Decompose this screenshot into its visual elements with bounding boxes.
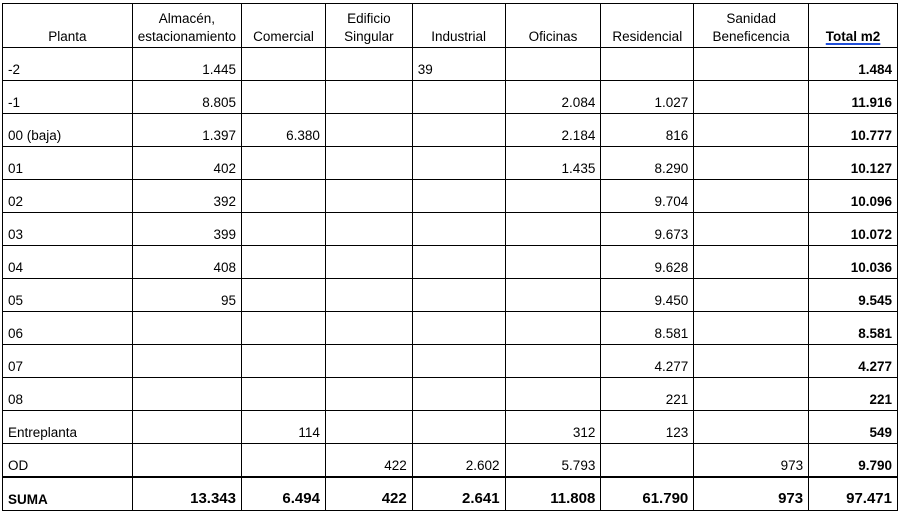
cell-planta: 08: [3, 378, 133, 411]
cell-sanidad: 973: [694, 444, 809, 478]
cell-planta: -1: [3, 81, 133, 114]
cell-planta: OD: [3, 444, 133, 478]
cell-total: 10.096: [809, 180, 898, 213]
cell-almacen: 399: [132, 213, 241, 246]
sum-cell-industrial: 2.641: [412, 477, 505, 511]
sum-cell-oficinas: 11.808: [505, 477, 601, 511]
cell-residencial: 8.581: [601, 312, 694, 345]
cell-singular: [325, 345, 412, 378]
cell-almacen: [132, 411, 241, 444]
cell-singular: [325, 81, 412, 114]
cell-industrial: 2.602: [412, 444, 505, 478]
cell-oficinas: 5.793: [505, 444, 601, 478]
header-total-m2: Total m2: [809, 4, 898, 48]
cell-singular: [325, 213, 412, 246]
cell-industrial: [412, 246, 505, 279]
cell-industrial: 39: [412, 48, 505, 81]
cell-sanidad: [694, 345, 809, 378]
cell-sanidad: [694, 246, 809, 279]
cell-residencial: 221: [601, 378, 694, 411]
sum-row: [3, 477, 898, 511]
header-comercial: Comercial: [242, 4, 326, 48]
cell-sanidad: [694, 180, 809, 213]
sum-cell-almacen: 13.343: [132, 477, 241, 511]
cell-residencial: 1.027: [601, 81, 694, 114]
cell-singular: [325, 378, 412, 411]
cell-total: 8.581: [809, 312, 898, 345]
table-row: [3, 345, 898, 378]
cell-sanidad: [694, 378, 809, 411]
cell-comercial: [242, 147, 326, 180]
cell-almacen: 1.445: [132, 48, 241, 81]
cell-comercial: [242, 444, 326, 478]
cell-almacen: [132, 378, 241, 411]
sum-cell-residencial: 61.790: [601, 477, 694, 511]
cell-total: 549: [809, 411, 898, 444]
table-row: [3, 114, 898, 147]
header-almacen: Almacén, estacionamiento: [132, 4, 241, 48]
header-row: [3, 4, 898, 48]
table-body: [3, 48, 898, 511]
cell-industrial: [412, 147, 505, 180]
header-sanidad-beneficencia: Sanidad Beneficencia: [694, 4, 809, 48]
table-row: [3, 246, 898, 279]
table-row: [3, 378, 898, 411]
cell-planta: -2: [3, 48, 133, 81]
cell-total: 10.036: [809, 246, 898, 279]
cell-almacen: [132, 345, 241, 378]
cell-residencial: 816: [601, 114, 694, 147]
cell-total: 10.777: [809, 114, 898, 147]
cell-almacen: 8.805: [132, 81, 241, 114]
cell-singular: [325, 312, 412, 345]
cell-almacen: 1.397: [132, 114, 241, 147]
cell-residencial: 9.673: [601, 213, 694, 246]
cell-comercial: 114: [242, 411, 326, 444]
cell-almacen: 402: [132, 147, 241, 180]
table-row: [3, 279, 898, 312]
cell-total: 1.484: [809, 48, 898, 81]
cell-oficinas: [505, 345, 601, 378]
sum-cell-total: 97.471: [809, 477, 898, 511]
cell-comercial: [242, 246, 326, 279]
cell-comercial: [242, 345, 326, 378]
sum-cell-planta: SUMA: [3, 477, 133, 511]
cell-singular: [325, 411, 412, 444]
cell-industrial: [412, 114, 505, 147]
table-row: [3, 180, 898, 213]
cell-residencial: 8.290: [601, 147, 694, 180]
cell-oficinas: 2.084: [505, 81, 601, 114]
cell-comercial: [242, 279, 326, 312]
cell-singular: [325, 246, 412, 279]
cell-singular: [325, 147, 412, 180]
header-industrial: Industrial: [412, 4, 505, 48]
cell-residencial: 4.277: [601, 345, 694, 378]
cell-comercial: [242, 213, 326, 246]
cell-planta: Entreplanta: [3, 411, 133, 444]
cell-oficinas: [505, 213, 601, 246]
area-by-floor-table: [2, 3, 898, 511]
cell-sanidad: [694, 114, 809, 147]
cell-comercial: [242, 378, 326, 411]
cell-comercial: [242, 180, 326, 213]
header-oficinas: Oficinas: [505, 4, 601, 48]
cell-oficinas: 2.184: [505, 114, 601, 147]
cell-almacen: [132, 312, 241, 345]
cell-planta: 03: [3, 213, 133, 246]
header-planta: Planta: [3, 4, 133, 48]
cell-industrial: [412, 411, 505, 444]
cell-total: 221: [809, 378, 898, 411]
cell-sanidad: [694, 48, 809, 81]
cell-planta: 01: [3, 147, 133, 180]
cell-total: 4.277: [809, 345, 898, 378]
table-header: [3, 4, 898, 48]
sum-cell-sanidad: 973: [694, 477, 809, 511]
cell-comercial: [242, 81, 326, 114]
cell-industrial: [412, 180, 505, 213]
cell-oficinas: 1.435: [505, 147, 601, 180]
cell-singular: [325, 48, 412, 81]
cell-residencial: 9.450: [601, 279, 694, 312]
cell-total: 11.916: [809, 81, 898, 114]
cell-industrial: [412, 213, 505, 246]
table-row: [3, 312, 898, 345]
cell-residencial: 9.628: [601, 246, 694, 279]
cell-residencial: 9.704: [601, 180, 694, 213]
header-residencial: Residencial: [601, 4, 694, 48]
cell-industrial: [412, 279, 505, 312]
table-row: [3, 48, 898, 81]
header-edificio-singular: Edificio Singular: [325, 4, 412, 48]
cell-almacen: 408: [132, 246, 241, 279]
cell-singular: [325, 279, 412, 312]
cell-oficinas: [505, 246, 601, 279]
cell-sanidad: [694, 81, 809, 114]
cell-planta: 07: [3, 345, 133, 378]
cell-almacen: 392: [132, 180, 241, 213]
cell-industrial: [412, 312, 505, 345]
table-row: [3, 147, 898, 180]
cell-comercial: [242, 48, 326, 81]
cell-oficinas: [505, 279, 601, 312]
cell-sanidad: [694, 312, 809, 345]
cell-oficinas: [505, 378, 601, 411]
cell-total: 9.545: [809, 279, 898, 312]
cell-comercial: [242, 312, 326, 345]
cell-singular: 422: [325, 444, 412, 478]
table-row: [3, 213, 898, 246]
cell-industrial: [412, 345, 505, 378]
cell-oficinas: [505, 48, 601, 81]
cell-planta: 00 (baja): [3, 114, 133, 147]
sum-cell-singular: 422: [325, 477, 412, 511]
sum-cell-comercial: 6.494: [242, 477, 326, 511]
cell-comercial: 6.380: [242, 114, 326, 147]
cell-singular: [325, 114, 412, 147]
cell-sanidad: [694, 213, 809, 246]
cell-total: 9.790: [809, 444, 898, 478]
cell-planta: 02: [3, 180, 133, 213]
cell-singular: [325, 180, 412, 213]
table-row: [3, 411, 898, 444]
cell-oficinas: [505, 312, 601, 345]
cell-oficinas: 312: [505, 411, 601, 444]
cell-oficinas: [505, 180, 601, 213]
cell-sanidad: [694, 147, 809, 180]
cell-planta: 06: [3, 312, 133, 345]
table-row: [3, 444, 898, 478]
cell-planta: 04: [3, 246, 133, 279]
cell-almacen: 95: [132, 279, 241, 312]
cell-residencial: [601, 444, 694, 478]
cell-almacen: [132, 444, 241, 478]
cell-sanidad: [694, 411, 809, 444]
table-row: [3, 81, 898, 114]
cell-residencial: 123: [601, 411, 694, 444]
cell-industrial: [412, 378, 505, 411]
cell-residencial: [601, 48, 694, 81]
cell-industrial: [412, 81, 505, 114]
cell-total: 10.072: [809, 213, 898, 246]
cell-total: 10.127: [809, 147, 898, 180]
cell-planta: 05: [3, 279, 133, 312]
cell-sanidad: [694, 279, 809, 312]
